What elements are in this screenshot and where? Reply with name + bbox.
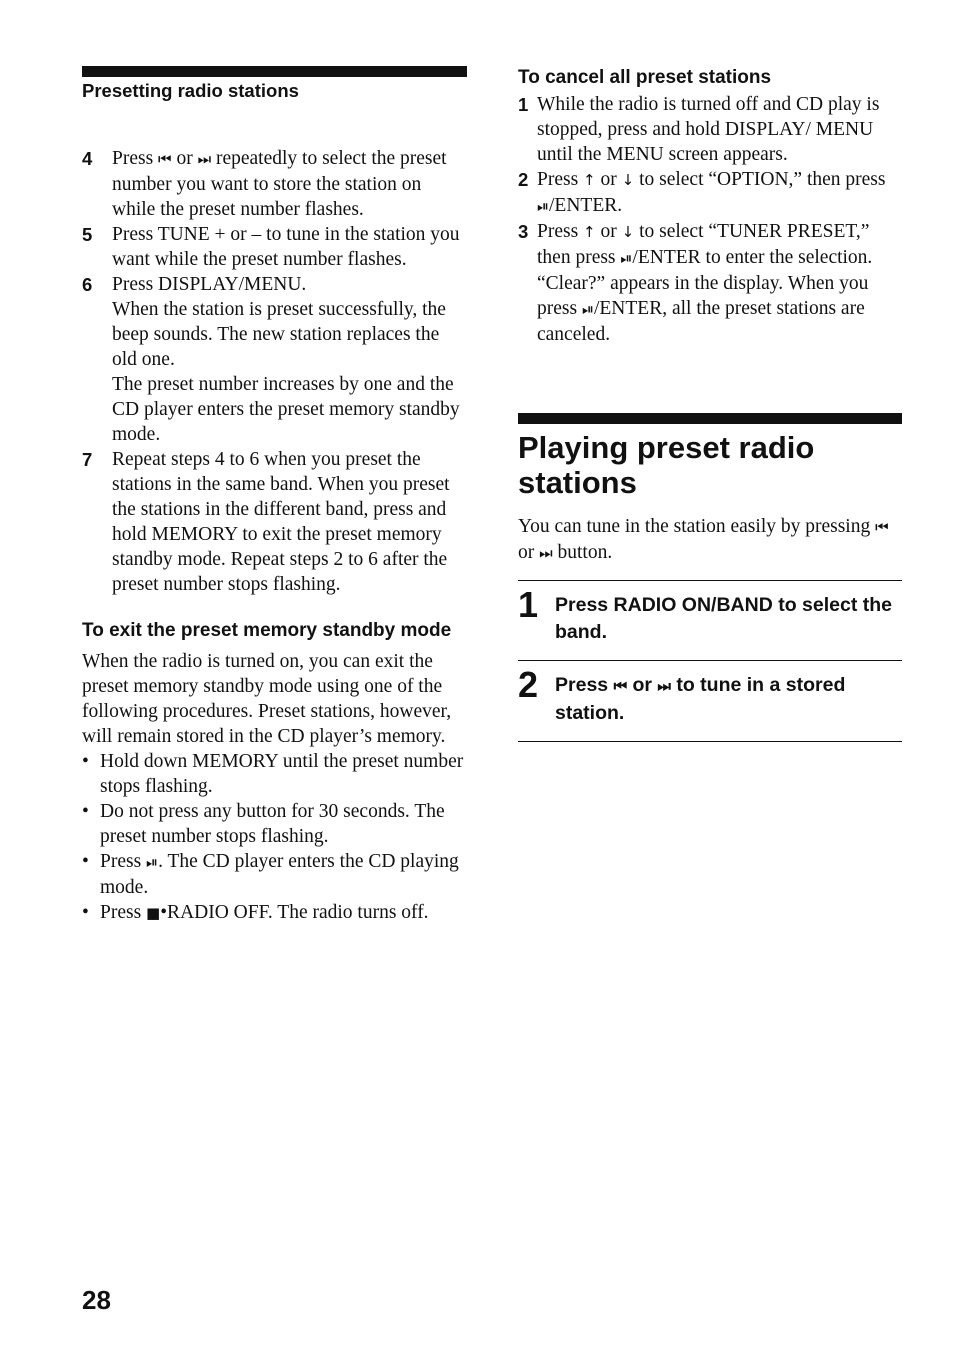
big-step-1: 1 Press RADIO ON/BAND to select the band. bbox=[518, 580, 902, 660]
up-arrow-icon: ↑ bbox=[583, 171, 596, 189]
step-number: 7 bbox=[82, 449, 93, 470]
step-number: 2 bbox=[518, 169, 529, 190]
down-arrow-icon: ↓ bbox=[621, 223, 635, 241]
bullet-item: • Press ⏯ . The CD player enters the CD playing mode. bbox=[82, 851, 459, 898]
cancel-step-3: 3 Press ↑ or ↓ to select “TUNER PRESET,” then press ⏯ /ENTER to enter the selection. “Clear?” appears in the display. When you press ⏯ /ENTER, all the preset stations are canceled. bbox=[518, 221, 873, 345]
step-6: 6 Press DISPLAY/MENU. When the station is preset successfully, the beep sounds. The new station replaces the old one. The preset number increases by one and the CD player enters the preset memory standby mode. bbox=[82, 274, 460, 445]
page-number: 28 bbox=[82, 1285, 111, 1315]
left-column bbox=[82, 66, 467, 926]
prev-track-icon: ⏮ bbox=[158, 150, 169, 168]
bullet-item: • Do not press any button for 30 seconds. The preset number stops flashing. bbox=[82, 801, 445, 847]
prev-track-icon: ⏮ bbox=[613, 677, 625, 695]
steps-list bbox=[82, 146, 467, 597]
section-top-rule bbox=[82, 66, 467, 77]
step-number: 1 bbox=[518, 94, 529, 115]
big-step-number: 2 bbox=[518, 664, 539, 705]
next-track-icon: ⏭ bbox=[539, 544, 550, 562]
step-number: 3 bbox=[518, 221, 529, 242]
bullet-item: • Hold down MEMORY until the preset number stops flashing. bbox=[82, 751, 464, 797]
big-step-number: 1 bbox=[518, 584, 539, 625]
section-title: Playing preset radio stations bbox=[518, 430, 815, 500]
cancel-step-1: 1 While the radio is turned off and CD play is stopped, press and hold DISPLAY/ MENU until the MENU screen appears. bbox=[518, 94, 880, 165]
step-number: 5 bbox=[82, 224, 93, 245]
stop-icon: ■ bbox=[146, 904, 161, 922]
step-5: 5 Press TUNE + or – to tune in the station you want while the preset number flashes. bbox=[82, 224, 460, 270]
up-arrow-icon: ↑ bbox=[583, 223, 596, 241]
section-label: Presetting radio stations bbox=[82, 80, 299, 101]
right-column bbox=[518, 66, 902, 742]
bottom-rule bbox=[518, 741, 902, 742]
exit-heading: To exit the preset memory standby mode bbox=[82, 620, 452, 641]
cancel-step-2: 2 Press ↑ or ↓ to select “OPTION,” then press ⏯ /ENTER. bbox=[518, 169, 886, 216]
play-pause-icon: ⏯ bbox=[146, 853, 156, 871]
down-arrow-icon: ↓ bbox=[621, 171, 635, 189]
big-step-2: 2 Press ⏮ or ⏭ to tune in a stored station. bbox=[518, 660, 902, 741]
play-pause-icon: ⏯ bbox=[581, 300, 591, 318]
play-pause-icon: ⏯ bbox=[620, 249, 630, 267]
step-4: 4 Press ⏮ or ⏭ repeatedly to select the preset number you want to store the station on while the preset number flashes. bbox=[82, 148, 447, 220]
next-track-icon: ⏭ bbox=[657, 677, 668, 695]
play-pause-icon: ⏯ bbox=[537, 197, 547, 215]
intro-paragraph: You can tune in the station easily by pressing ⏮ or ⏭ button. bbox=[518, 516, 886, 563]
cancel-heading: To cancel all preset stations bbox=[518, 67, 772, 88]
next-track-icon: ⏭ bbox=[197, 150, 209, 168]
step-number: 4 bbox=[82, 148, 93, 169]
section-top-rule bbox=[518, 413, 902, 424]
bullet-item: • Press ■•RADIO OFF. The radio turns off. bbox=[82, 902, 429, 923]
exit-paragraph: When the radio is turned on, you can exit the preset memory standby mode using one of the following procedures. Preset stations, however, will remain stored in the CD player’s memory. bbox=[82, 651, 452, 747]
step-7: 7 Repeat steps 4 to 6 when you preset the stations in the same band. When you preset the stations in the different band, press and hold MEMORY to exit the preset memory standby mode. Repeat steps 2 to 6 after the preset number stops flashing. bbox=[82, 449, 450, 595]
prev-track-icon: ⏮ bbox=[875, 518, 886, 536]
step-number: 6 bbox=[82, 274, 93, 295]
cancel-steps bbox=[518, 92, 902, 347]
